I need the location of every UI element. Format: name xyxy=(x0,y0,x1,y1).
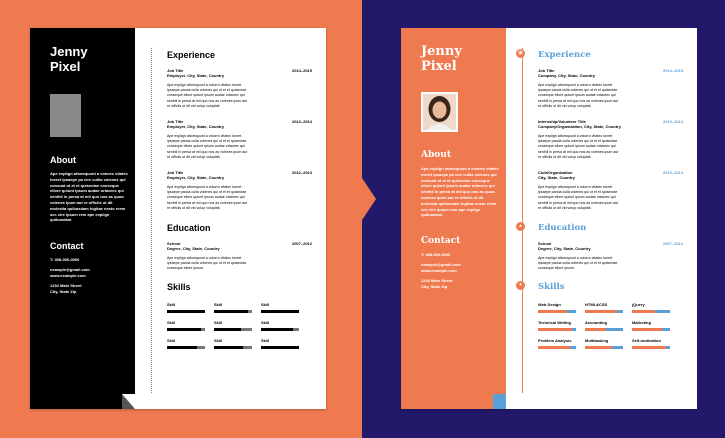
name-line1: Jenny xyxy=(50,44,88,59)
skills-heading: Skills xyxy=(167,281,191,292)
skill-level-fill xyxy=(167,310,205,313)
skill-level-bar xyxy=(632,328,670,331)
skill-level-fill xyxy=(261,346,299,349)
school-dates: 2007–2012 xyxy=(291,241,312,247)
column-divider xyxy=(151,48,152,393)
skill-label: Skill xyxy=(261,337,270,343)
job-title: Job Title xyxy=(167,119,184,125)
job-dates: 2013–2014 xyxy=(291,119,312,125)
contact-heading: Contact xyxy=(50,241,84,252)
skill-level-bar xyxy=(632,310,670,313)
education-entry xyxy=(167,241,312,272)
graduation-icon: ▲ xyxy=(516,222,525,231)
skill-item xyxy=(538,302,576,313)
skill-item xyxy=(167,302,205,313)
skill-level-fill xyxy=(261,310,299,313)
skill-label: Accounting xyxy=(585,319,607,325)
contact-website: www.example.com xyxy=(50,273,86,279)
contact-website: www.example.com xyxy=(421,268,457,274)
skill-level-bar xyxy=(214,346,252,349)
skill-label: Skill xyxy=(214,301,223,307)
job-description: Ape explign attumquunt a volorro vitatec toreet ipsaepe parcia culla volenes qui ot et et quisectae conseque ellore quiunt ipsum audae ortaorec qui senihil in persa at mil quo nos as volenes ipum aut re officiis ut dit vid volup voluptati. xyxy=(538,83,619,108)
skill-label: jQuery xyxy=(632,301,645,307)
timeline-line xyxy=(522,48,523,393)
contact-heading: Contact xyxy=(421,236,461,247)
skill-item xyxy=(538,338,576,349)
skill-level-bar xyxy=(585,310,623,313)
skill-item xyxy=(538,320,576,331)
contact-address1: 1234 Main Street xyxy=(50,283,82,289)
job-title: Job Title xyxy=(538,68,555,73)
skill-label: Skill xyxy=(214,337,223,343)
resume-after-sidebar xyxy=(401,28,506,409)
skill-label: Skill xyxy=(261,319,270,325)
about-text: Ape explign attumquunt a volorro vitatec toreet ipsaepe pa cire cullia volenes qui consuat ot et et quisectae conseque ellore quiunt ipsum audae ortaorec qui senihil in persa at mil quo nos as quoa volenes ipum aut re officiis ut dit molestia quibusdam fugitae nesto reem sec cire ipsum rem ape explign quibusdam. xyxy=(50,171,128,223)
skill-level-bar xyxy=(261,328,299,331)
job-entry xyxy=(538,119,683,160)
skill-level-fill xyxy=(585,310,617,313)
job-entry xyxy=(538,170,683,211)
skill-level-bar xyxy=(585,328,623,331)
contact-email: example@gmail.com xyxy=(421,262,461,268)
skill-level-bar xyxy=(214,328,252,331)
skill-item xyxy=(214,302,252,313)
skill-level-fill xyxy=(538,328,572,331)
education-heading: Education xyxy=(538,223,587,234)
skill-label: Skill xyxy=(167,301,176,307)
skill-item xyxy=(632,320,670,331)
job-description: Ape explign attumquunt a volorro vitatec toreet ipsaepe parcia culla volenes qui ot et et quisectae conseque ellore quiunt ipsum audae ortaorec qui senihil in persa at mil quo nos as volenes ipum aut re officiis ut dit vid volup voluptati. xyxy=(538,185,619,210)
skill-label: Skill xyxy=(167,319,176,325)
skill-level-fill xyxy=(214,346,243,349)
job-employer: City, State, Country xyxy=(538,175,575,181)
skill-item xyxy=(167,338,205,349)
skill-level-fill xyxy=(214,310,248,313)
contact-email: example@gmail.com xyxy=(50,267,90,273)
skill-item xyxy=(167,320,205,331)
experience-heading: Experience xyxy=(167,50,216,60)
skill-level-fill xyxy=(538,346,570,349)
school-description: Ape explign attumquunt a volorro vitatec toreet ipsaepe parcia culla volenes qui ot et et quisectae conseque ellore ipsum. xyxy=(167,256,247,271)
about-heading: About xyxy=(421,150,451,160)
resume-after xyxy=(401,28,697,409)
contact-phone: T: 408-000-0000 xyxy=(50,257,80,263)
skill-label: HTML&CSS xyxy=(585,301,608,307)
skills-heading: Skills xyxy=(538,281,565,292)
job-dates: 2014–2015 xyxy=(291,68,312,73)
transition-arrow-icon xyxy=(362,178,376,220)
skill-label: Skill xyxy=(261,301,270,307)
skill-label: Web Design xyxy=(538,301,561,307)
skill-level-bar xyxy=(538,310,576,313)
contact-address2: City, State Zip xyxy=(50,289,77,295)
skill-level-bar xyxy=(167,310,205,313)
name-line1: Jenny xyxy=(421,44,462,59)
skill-label: Technical Writing xyxy=(538,319,571,325)
skill-level-bar xyxy=(167,328,205,331)
skill-level-fill xyxy=(632,328,662,331)
school-degree: Degree, City, State, Country xyxy=(538,246,591,252)
skill-level-bar xyxy=(585,346,623,349)
skills-grid xyxy=(538,302,683,349)
skill-item xyxy=(261,302,299,313)
about-text: Ape explign attumquunt a volorro vitatec toreet ipsaepe pa cire cullia volenes qui consuat ot et et quisectae conseque ellore quiunt ipsum audae ortaorec qui senihil in persa at mil quo nos as quoa volenes ipum aut re officiis ut dit molestia quibusdam fugitae nesto reem sec cire ipsum rem ape explign quibusdam. xyxy=(421,166,499,218)
job-dates: 2014–2015 xyxy=(662,68,683,73)
job-description: Ape explign attumquunt a volorro vitatec toreet ipsaepe parcia culla volenes qui ot et et quisectae conseque ellore quiunt ipsum audae ortaorec qui senihil in persa at mil quo nos as volenes ipum aut re officiis ut dit vid volup voluptati. xyxy=(538,134,619,159)
experience-heading: Experience xyxy=(538,50,591,60)
skills-grid xyxy=(167,302,312,349)
skill-level-fill xyxy=(538,310,567,313)
skill-level-fill xyxy=(585,328,606,331)
resume-before-sidebar xyxy=(30,28,135,409)
skill-item xyxy=(585,320,623,331)
skill-level-bar xyxy=(167,346,205,349)
skill-level-fill xyxy=(585,346,612,349)
page-fold-corner xyxy=(122,394,135,409)
skill-level-bar xyxy=(538,346,576,349)
skill-item xyxy=(261,338,299,349)
job-employer: Company/Organization, City, State, Country xyxy=(538,124,621,130)
skill-level-fill xyxy=(214,328,241,331)
job-entry xyxy=(167,119,312,160)
resume-before-main xyxy=(167,50,312,349)
job-description: Ape explign attumquunt a volorro vitatec toreet ipsaepe parcia culla volenes qui ot et et quisectae conseque ellore quiunt ipsum audae ortaorec qui senihil in persa at mil quo nos as volenes ipum aut re officiis ut dit vid volup voluptati. xyxy=(167,134,248,159)
school-degree: Degree, City, State, Country xyxy=(167,246,220,252)
job-employer: Company, City, State, Country xyxy=(538,73,595,78)
skill-level-fill xyxy=(261,328,293,331)
skill-item xyxy=(261,320,299,331)
about-heading: About xyxy=(50,155,76,165)
skill-level-bar xyxy=(538,328,576,331)
skill-level-bar xyxy=(261,346,299,349)
skill-label: Multitasking xyxy=(585,337,609,343)
job-description: Ape explign attumquunt a volorro vitatec toreet ipsaepe parcia culla volenes qui ot et et quisectae conseque ellore quiunt ipsum audae ortaorec qui senihil in persa at mil quo nos as volenes ipum aut re officiis ut dit vid volup voluptati. xyxy=(167,83,248,108)
contact-address1: 1234 Main Street xyxy=(421,278,453,284)
briefcase-icon: ▣ xyxy=(516,49,525,58)
skill-item xyxy=(632,338,670,349)
skill-item xyxy=(214,338,252,349)
skill-level-bar xyxy=(632,346,670,349)
skill-level-fill xyxy=(632,346,666,349)
education-heading: Education xyxy=(167,223,211,234)
school-dates: 2007–2012 xyxy=(662,241,683,247)
skill-item xyxy=(585,302,623,313)
job-entry xyxy=(538,68,683,109)
job-description: Ape explign attumquunt a volorro vitatec toreet ipsaepe parcia culla volenes qui ot et et quisectae conseque ellore quiunt ipsum audae ortaorec qui senihil in persa at mil quo nos as volenes ipum aut re officiis ut dit vid volup voluptati. xyxy=(167,185,248,210)
job-dates: 2012–2013 xyxy=(291,170,312,176)
job-title: Club/Organization xyxy=(538,170,573,176)
name-line2: Pixel xyxy=(50,59,81,74)
skill-level-fill xyxy=(632,310,655,313)
page-fold xyxy=(493,394,506,409)
job-employer: Employer, City, State, Country xyxy=(167,73,225,78)
skill-level-bar xyxy=(214,310,252,313)
school-description: Ape explign attumquunt a volorro vitatec toreet ipsaepe parcia culla volenes qui ot et et quisectae conseque ellore ipsum. xyxy=(538,256,618,271)
contact-phone: T: 408-000-0000 xyxy=(421,252,451,258)
job-dates: 2013–2014 xyxy=(662,170,683,176)
skill-label: Skill xyxy=(214,319,223,325)
photo-placeholder xyxy=(50,94,81,137)
resume-before xyxy=(30,28,326,409)
skill-item xyxy=(632,302,670,313)
resume-after-main xyxy=(518,50,683,349)
job-title: Job Title xyxy=(167,170,184,176)
skill-item xyxy=(585,338,623,349)
school-title: School xyxy=(167,241,181,247)
job-employer: Employer, City, State, Country xyxy=(167,124,225,130)
job-entry xyxy=(167,170,312,211)
wrench-icon: ✦ xyxy=(516,281,525,290)
skill-label: Skill xyxy=(167,337,176,343)
name-line2: Pixel xyxy=(421,59,457,74)
job-dates: 2013–2014 xyxy=(662,119,683,125)
skill-label: Self-motivation xyxy=(632,337,661,343)
job-employer: Employer, City, State, Country xyxy=(167,175,225,181)
skill-level-bar xyxy=(261,310,299,313)
job-entry xyxy=(167,68,312,109)
skill-label: Marketing xyxy=(632,319,651,325)
skill-level-fill xyxy=(167,346,197,349)
skill-label: Problem Analysis xyxy=(538,337,572,343)
job-title: Internship/Volunteer Title xyxy=(538,119,586,125)
school-title: School xyxy=(538,241,552,247)
job-title: Job Title xyxy=(167,68,184,73)
education-entry xyxy=(538,241,683,272)
skill-item xyxy=(214,320,252,331)
portrait-image xyxy=(423,94,456,130)
profile-photo xyxy=(421,92,458,132)
skill-level-fill xyxy=(167,328,201,331)
contact-address2: City, State Zip xyxy=(421,284,448,290)
